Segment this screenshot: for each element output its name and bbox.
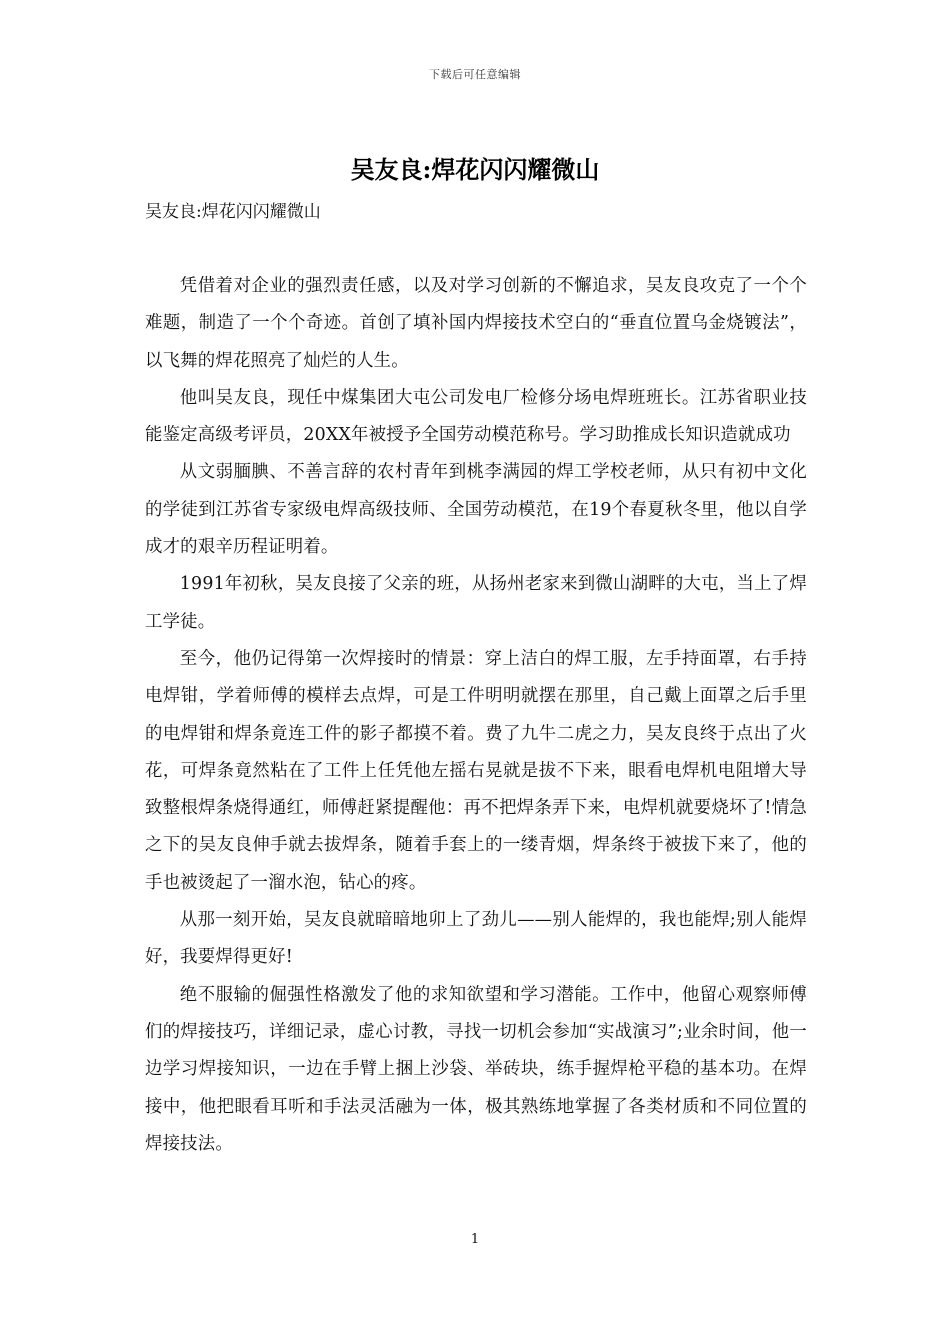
header-note: 下载后可任意编辑 — [429, 68, 521, 81]
page-number: 1 — [470, 1232, 480, 1247]
article-body — [145, 268, 807, 1163]
paragraph: 从那一刻开始，吴友良就暗暗地卯上了劲儿——别人能焊的，我也能焊;别人能焊好，我要焊得更好! — [145, 910, 807, 968]
document-title: 吴友良:焊花闪闪耀微山 — [350, 155, 600, 184]
paragraph: 绝不服输的倔强性格激发了他的求知欲望和学习潜能。工作中，他留心观察师傅们的焊接技巧，详细记录，虚心讨教，寻找一切机会参加“实战演习”;业余时间，他一边学习焊接知识，一边在手臂上捆上沙袋、举砖块，练手握焊枪平稳的基本功。在焊接中，他把眼看耳听和手法灵活融为一体，极其熟练地掌握了各类材质和不同位置的焊接技法。 — [145, 984, 807, 1154]
paragraph: 从文弱腼腆、不善言辞的农村青年到桃李满园的焊工学校老师，从只有初中文化的学徒到江苏省专家级电焊高级技师、全国劳动模范，在19个春夏秋冬里，他以自学成才的艰辛历程证明着。 — [145, 462, 807, 558]
paragraph: 他叫吴友良，现任中煤集团大屯公司发电厂检修分场电焊班班长。江苏省职业技能鉴定高级考评员，20XX年被授予全国劳动模范称号。学习助推成长知识造就成功 — [145, 387, 807, 446]
paragraph: 至今，他仍记得第一次焊接时的情景：穿上洁白的焊工服，左手持面罩，右手持电焊钳，学着师傅的模样去点焊，可是工件明明就摆在那里，自己戴上面罩之后手里的电焊钳和焊条竟连工件的影子都摸不着。费了九牛二虎之力，吴友良终于点出了火花，可焊条竟然粘在了工件上任凭他左摇右晃就是拔不下来，眼看电焊机电阻增大导致整根焊条烧得通红，师傅赶紧提醒他：再不把焊条弄下来，电焊机就要烧坏了!情急之下的吴友良伸手就去拔焊条，随着手套上的一缕青烟，焊条终于被拔下来了，他的手也被烫起了一溜水泡，钻心的疼。 — [145, 648, 807, 893]
document-subtitle: 吴友良:焊花闪闪耀微山 — [145, 202, 321, 222]
paragraph: 凭借着对企业的强烈责任感，以及对学习创新的不懈追求，吴友良攻克了一个个难题，制造了一个个奇迹。首创了填补国内焊接技术空白的“垂直位置乌金烧镀法”，以飞舞的焊花照亮了灿烂的人生。 — [145, 276, 807, 371]
paragraph: 1991年初秋，吴友良接了父亲的班，从扬州老家来到微山湖畔的大屯，当上了焊工学徒。 — [145, 574, 807, 632]
